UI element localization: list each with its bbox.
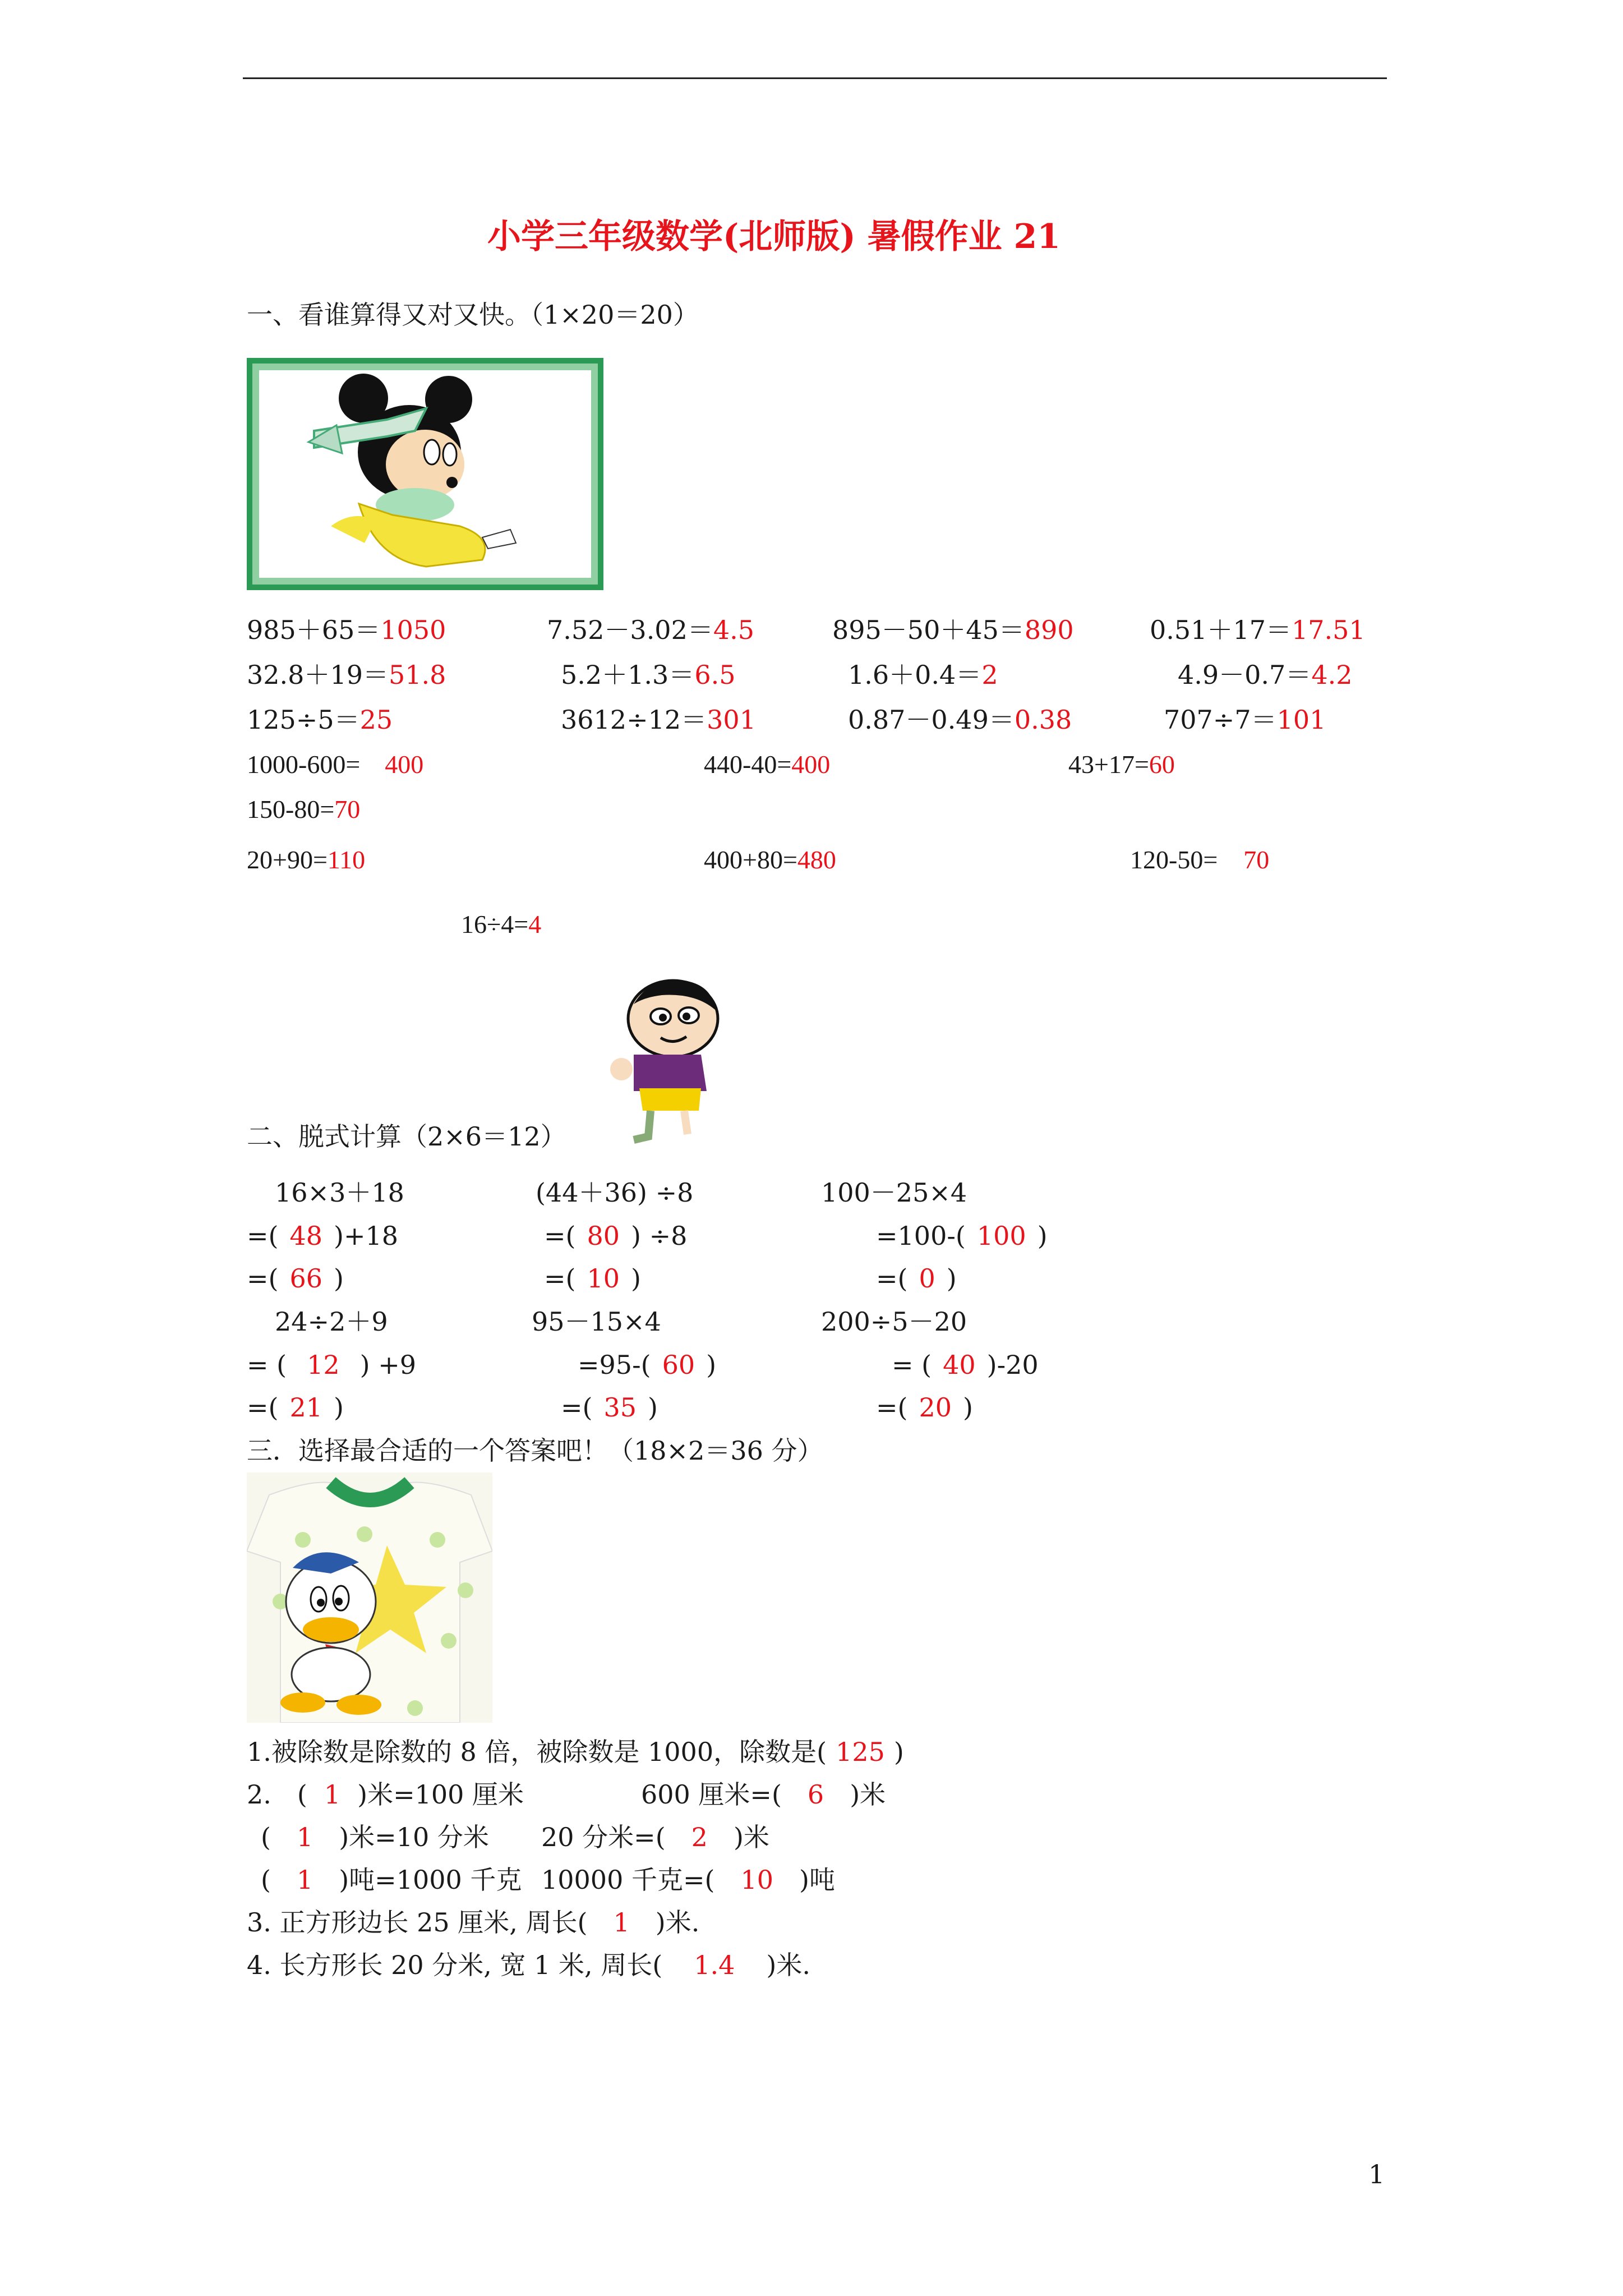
s3-q3: 3. 正方形边长 25 厘米, 周长( 1 )米.: [247, 1907, 700, 1938]
s3-q1: 1.被除数是除数的 8 倍，被除数是 1000，除数是( 125 ): [247, 1737, 904, 1767]
s3-q2-line3b: 10000 千克=( 10 )吨: [541, 1865, 835, 1895]
calc-2-2: 5.2＋1.3＝6.5: [561, 660, 736, 690]
s3-q2-line1b: 600 厘米=( 6 )米: [641, 1779, 886, 1810]
s2-col1-expr2: 24÷2＋9: [275, 1306, 388, 1337]
calc-6-3: 120-50= 70: [1130, 845, 1270, 874]
section1-heading: 一、看谁算得又对又快。（1×20＝20）: [247, 300, 699, 330]
calc-3-3: 0.87－0.49＝0.38: [848, 705, 1072, 735]
calc-2-1: 32.8＋19＝51.8: [247, 660, 446, 690]
calc-5-1: 150-80=70: [247, 795, 361, 823]
calc-4-3: 43+17=60: [1068, 750, 1175, 779]
s3-q2-line2: ( 1 )米=10 分米: [261, 1822, 489, 1852]
s2-col3-step1: =100-( 100 ): [876, 1221, 1048, 1251]
page-title: 小学三年级数学(北师版) 暑假作业 21: [487, 217, 1061, 256]
s2-col2-step3: =95-( 60 ): [578, 1350, 717, 1380]
s3-q2-line1: 2. ( 1 )米=100 厘米: [247, 1779, 524, 1810]
calc-2-4: 4.9－0.7＝4.2: [1178, 660, 1353, 690]
s2-col1-expr1: 16×3＋18: [275, 1177, 404, 1208]
calc-4-1: 1000-600= 400: [247, 750, 424, 779]
s2-col1-step2: =( 66 ): [247, 1263, 344, 1294]
calc-1-1: 985＋65＝1050: [247, 615, 446, 645]
calc-7-1: 16÷4=4: [461, 910, 542, 938]
s2-col1-step3: = ( 12 ) +9: [247, 1350, 417, 1380]
s2-col2-step2: =( 10 ): [544, 1263, 641, 1294]
s2-col3-expr2: 200÷5－20: [821, 1306, 967, 1337]
section2-heading: 二、脱式计算（2×6＝12）: [247, 1121, 566, 1152]
s3-q4: 4. 长方形长 20 分米, 宽 1 米, 周长( 1.4 )米.: [247, 1950, 810, 1980]
calc-4-2: 440-40=400: [704, 750, 831, 779]
calc-3-1: 125÷5＝25: [247, 705, 393, 735]
header-rule: [243, 77, 1387, 79]
s2-col2-expr2: 95－15×4: [532, 1306, 661, 1337]
mickey-airplane-icon: [247, 358, 603, 590]
calc-6-1: 20+90=110: [247, 845, 366, 874]
calc-3-2: 3612÷12＝301: [561, 705, 756, 735]
calc-1-3: 895－50＋45＝890: [832, 615, 1074, 645]
page-number: 1: [1368, 2159, 1385, 2189]
calc-1-2: 7.52－3.02＝4.5: [547, 615, 754, 645]
shin-chan-icon: [594, 970, 735, 1144]
s2-col3-expr1: 100－25×4: [821, 1177, 967, 1208]
s2-col3-step3: = ( 40 )-20: [892, 1350, 1039, 1380]
section3-heading: 三．选择最合适的一个答案吧！（18×2＝36 分）: [247, 1435, 823, 1466]
s3-q2-line3: ( 1 )吨=1000 千克: [261, 1865, 522, 1895]
calc-3-4: 707÷7＝101: [1164, 705, 1326, 735]
s2-col2-step4: =( 35 ): [561, 1392, 658, 1423]
s2-col2-step1: =( 80 ) ÷8: [544, 1221, 688, 1251]
s2-col3-step4: =( 20 ): [876, 1392, 973, 1423]
s2-col2-expr1: (44＋36) ÷8: [536, 1177, 694, 1208]
calc-1-4: 0.51＋17＝17.51: [1150, 615, 1366, 645]
s2-col1-step1: =( 48 )+18: [247, 1221, 399, 1251]
donald-duck-shirt-icon: [247, 1473, 492, 1723]
s2-col1-step4: =( 21 ): [247, 1392, 344, 1423]
calc-2-3: 1.6＋0.4＝2: [848, 660, 998, 690]
calc-6-2: 400+80=480: [704, 845, 836, 874]
s3-q2-line2b: 20 分米=( 2 )米: [541, 1822, 769, 1852]
s2-col3-step2: =( 0 ): [876, 1263, 957, 1294]
